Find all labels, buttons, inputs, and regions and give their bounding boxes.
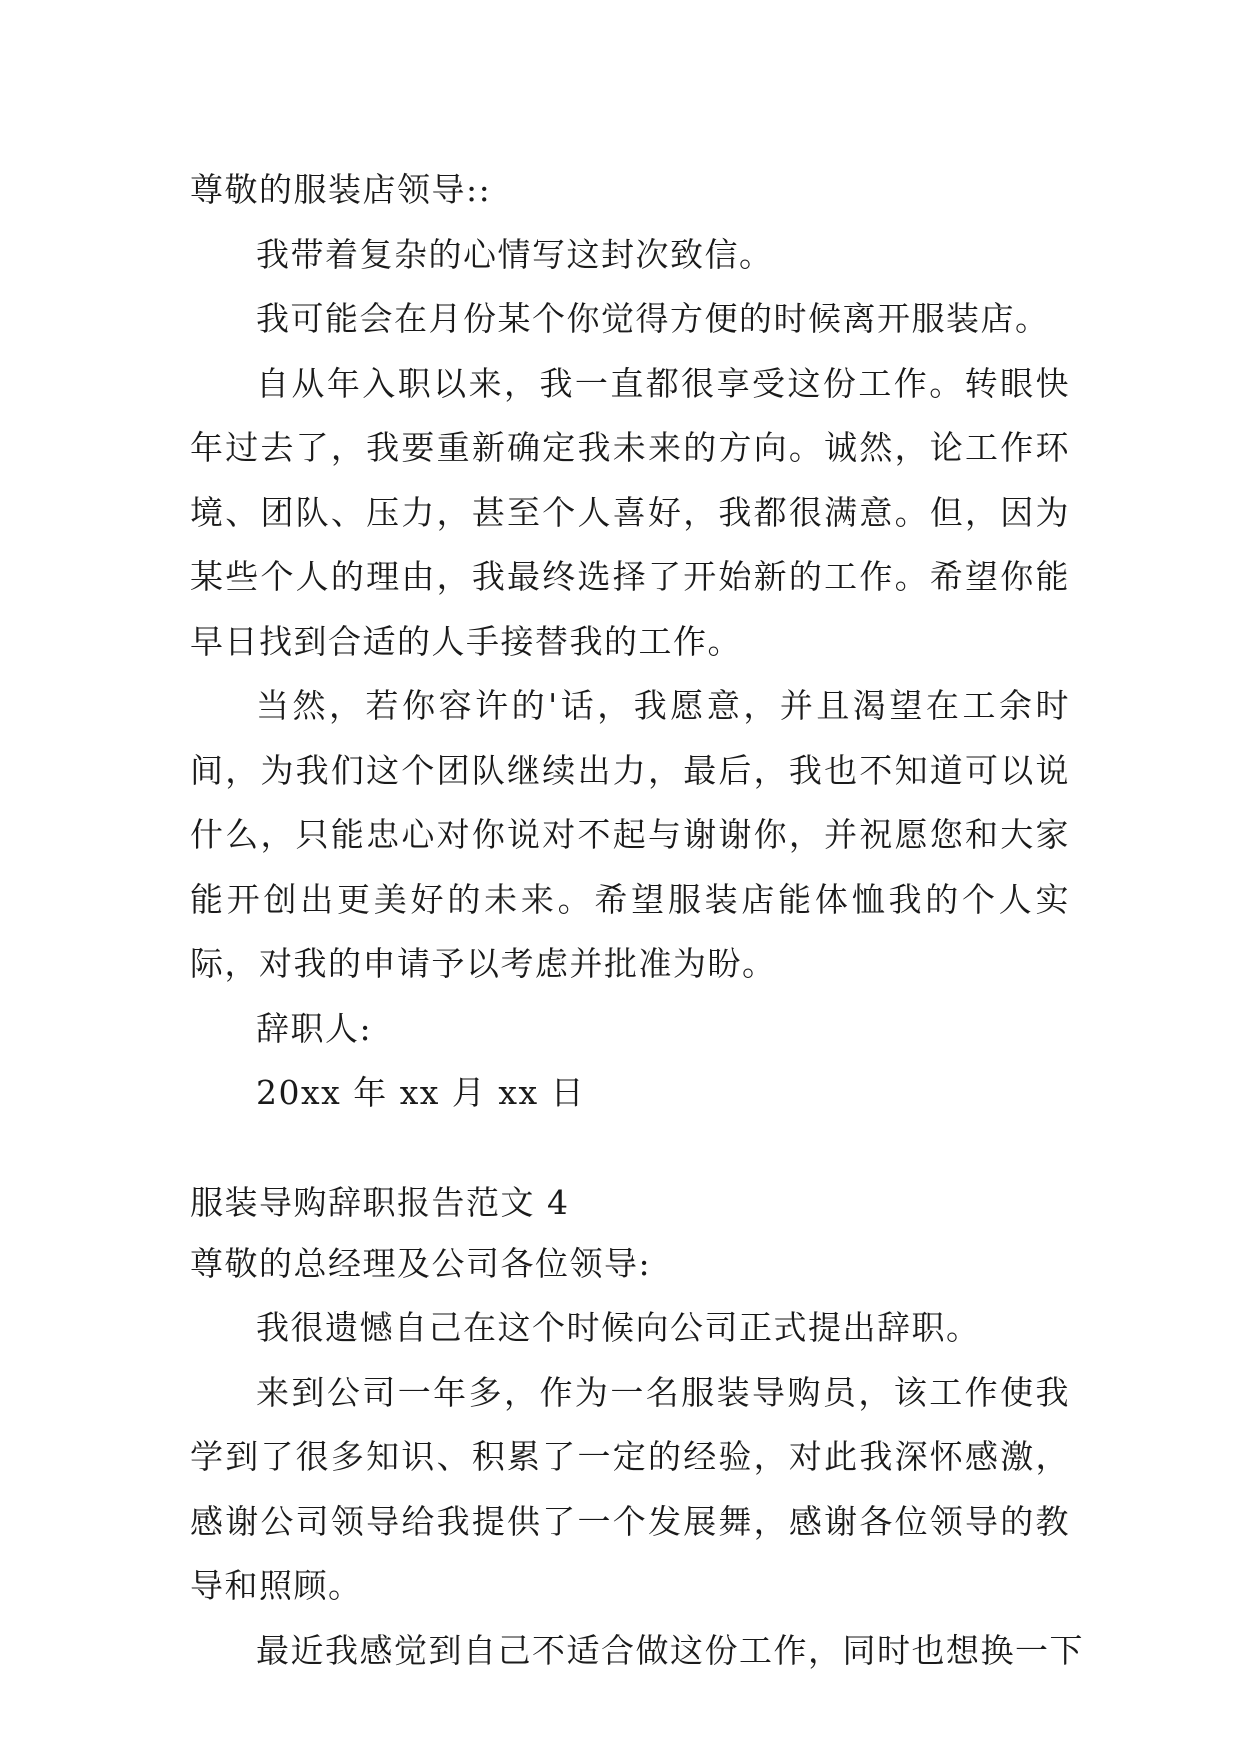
letter1-signer: 辞职人: xyxy=(256,1008,373,1048)
letter1-paragraph-4: 当然，若你容许的'话，我愿意，并且渴望在工余时间，为我们这个团队继续出力，最后，我也不知道可以说什么，只能忠心对你说对不起与谢谢你，并祝愿您和大家能开创出更美好的未来。希望服装店能体恤我的个人实际，对我的申请予以考虑并批准为盼。 xyxy=(190,686,1070,983)
letter1-paragraph-3: 自从年入职以来，我一直都很享受这份工作。转眼快年过去了，我要重新确定我未来的方向。诚然，论工作环境、团队、压力，甚至个人喜好，我都很满意。但，因为某些个人的理由，我最终选择了开始新的工作。希望你能早日找到合适的人手接替我的工作。 xyxy=(190,363,1070,661)
letter2-paragraph-1: 我很遗憾自己在这个时候向公司正式提出辞职。 xyxy=(256,1308,981,1347)
section-gap xyxy=(190,1126,1070,1174)
letter1-paragraph-1: 我带着复杂的心情写这封次致信。 xyxy=(256,234,774,274)
letter1-paragraph-2: 我可能会在月份某个你觉得方便的时候离开服装店。 xyxy=(256,299,1050,338)
letter2-salutation: 尊敬的总经理及公司各位领导: xyxy=(190,1243,652,1283)
letter1-date: 20xx 年 xx 月 xx 日 xyxy=(256,1073,586,1112)
letter2-paragraph-3: 最近我感觉到自己不适合做这份工作，同时也想换一下 xyxy=(256,1630,1084,1670)
letter2-paragraph-2: 来到公司一年多，作为一名服装导购员，该工作使我学到了很多知识、积累了一定的经验，对此我深怀感激，感谢公司领导给我提供了一个发展舞，感谢各位领导的教导和照顾。 xyxy=(190,1372,1070,1605)
letter1-salutation: 尊敬的服装店领导:: xyxy=(190,170,492,209)
letter2-title: 服装导购辞职报告范文 4 xyxy=(190,1182,570,1222)
document-body xyxy=(190,158,1084,1683)
